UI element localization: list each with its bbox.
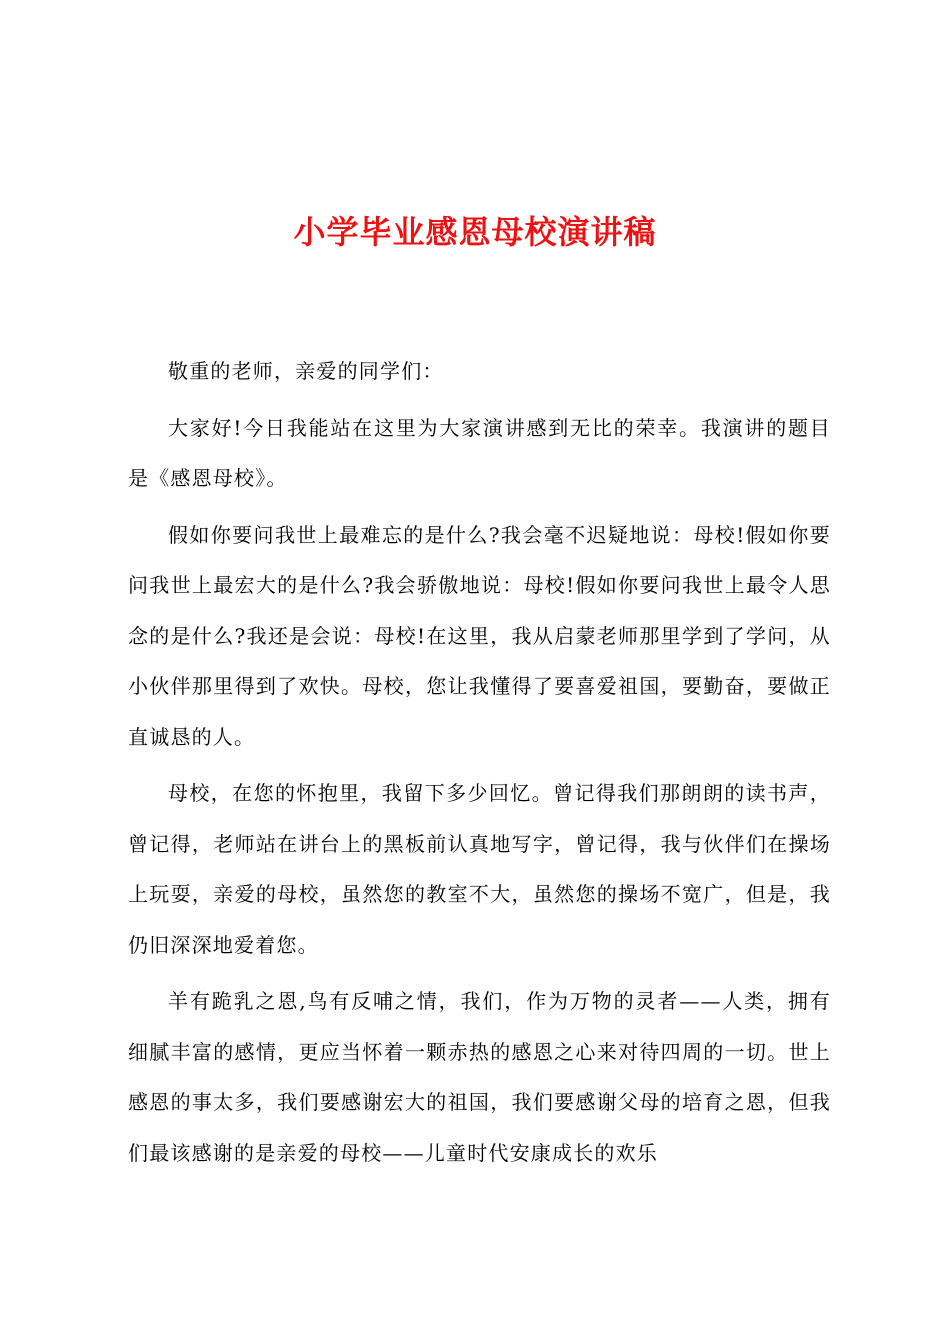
paragraph: 母校，在您的怀抱里，我留下多少回忆。曾记得我们那朗朗的读书声，曾记得，老师站在讲台上的黑板前认真地写字，曾记得，我与伙伴们在操场上玩耍，亲爱的母校，虽然您的教室不大，虽然您的操场不宽广，但是，我仍旧深深地爱着您。 xyxy=(128,781,831,957)
paragraph: 羊有跪乳之恩,鸟有反哺之情，我们，作为万物的灵者——人类，拥有细腻丰富的感情，更应当怀着一颗赤热的感恩之心来对待四周的一切。世上感恩的事太多，我们要感谢宏大的祖国，我们要感谢父母的培育之恩，但我们最该感谢的是亲爱的母校——儿童时代安康成长的欢乐 xyxy=(128,989,831,1165)
paragraph: 假如你要问我世上最难忘的是什么?我会毫不迟疑地说：母校!假如你要问我世上最宏大的是什么?我会骄傲地说：母校!假如你要问我世上最令人思念的是什么?我还是会说：母校!在这里，我从启蒙老师那里学到了学问，从小伙伴那里得到了欢快。母校，您让我懂得了要喜爱祖国，要勤奋，要做正直诚恳的人。 xyxy=(128,522,831,749)
document-title: 小学毕业感恩母校演讲稿 xyxy=(293,213,657,251)
paragraph-greeting: 大家好!今日我能站在这里为大家演讲感到无比的荣幸。我演讲的题目是《感恩母校》。 xyxy=(128,415,831,490)
document-body xyxy=(128,346,831,1184)
paragraph-salutation: 敬重的老师，亲爱的同学们： xyxy=(168,359,444,383)
